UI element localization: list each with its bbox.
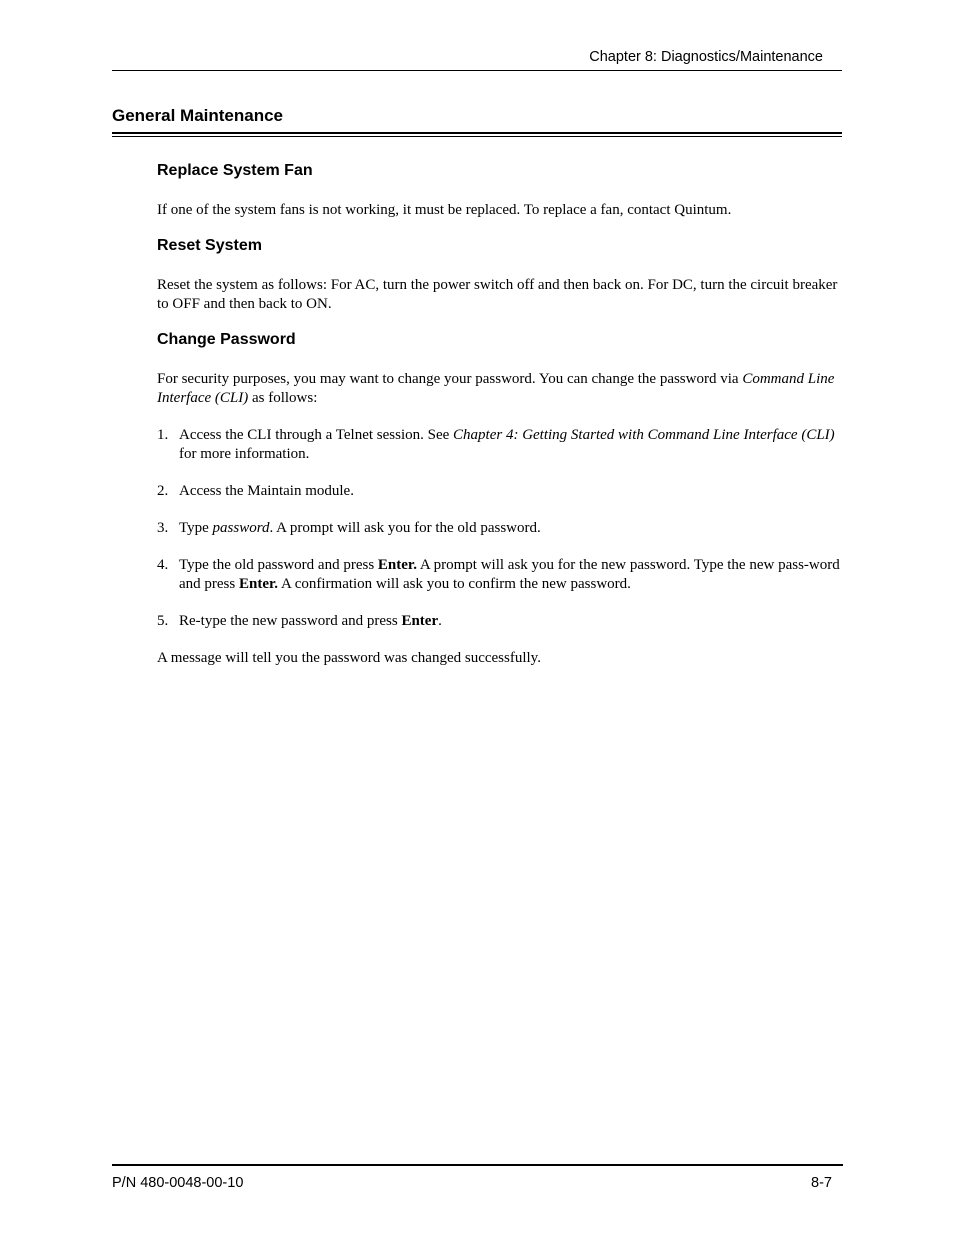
list-item: 4. Type the old password and press Enter. A prompt will ask you for the new password. Type the new pass-word and press Enter. A confirmation will ask you to confirm the new password. — [157, 557, 840, 592]
change-password-intro: For security purposes, you may want to change your password. You can change the password via Command Line Interface (CLI) as follows: — [157, 371, 835, 406]
header-rule — [112, 70, 842, 71]
cli-term: Command Line Interface (CLI) — [157, 371, 835, 406]
command-password: password — [212, 520, 270, 536]
list-item: 5. Re-type the new password and press Enter. — [157, 613, 442, 629]
replace-fan-heading: Replace System Fan — [157, 162, 313, 179]
password-steps — [157, 426, 842, 631]
replace-fan-body: If one of the system fans is not working, it must be replaced. To replace a fan, contact Quintum. — [157, 202, 732, 218]
list-item: 3. Type password. A prompt will ask you for the old password. — [157, 520, 541, 536]
chapter-reference: Chapter 4: Getting Started with Command Line Interface (CLI) — [453, 427, 835, 443]
footer-rule — [112, 1164, 843, 1166]
section-double-rule — [112, 132, 842, 137]
running-head: Chapter 8: Diagnostics/Maintenance — [589, 49, 823, 65]
reset-system-heading: Reset System — [157, 237, 262, 254]
closing-note: A message will tell you the password was changed successfully. — [157, 650, 541, 666]
change-password-heading: Change Password — [157, 331, 296, 348]
part-number: P/N 480-0048-00-10 — [112, 1175, 244, 1191]
reset-system-body: Reset the system as follows: For AC, turn the power switch off and then back on. For DC, turn the circuit breaker to OFF and then back to ON. — [157, 277, 838, 312]
page-number: 8-7 — [811, 1175, 832, 1191]
page-content — [157, 160, 842, 668]
list-item: 2. Access the Maintain module. — [157, 483, 354, 499]
list-item: 1. Access the CLI through a Telnet session. See Chapter 4: Getting Started with Command Line Interface (CLI) for more information. — [157, 427, 835, 462]
section-title: General Maintenance — [112, 106, 284, 125]
